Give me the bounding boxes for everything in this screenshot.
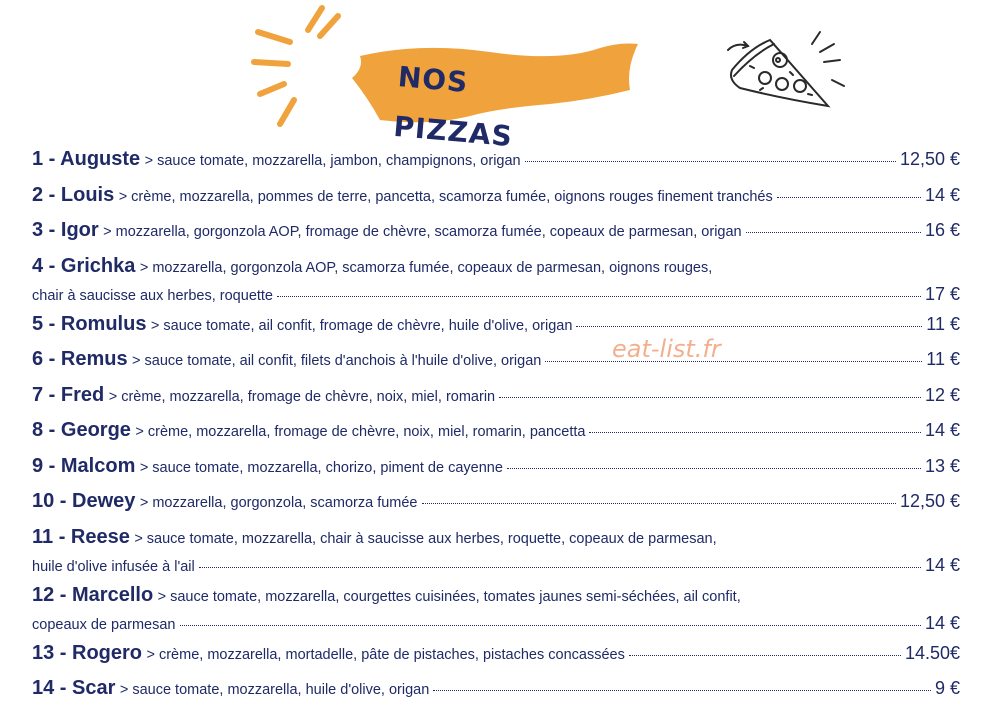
dot-leader <box>199 567 921 568</box>
dot-leader <box>777 197 921 198</box>
pizza-name: 4 - Grichka <box>32 254 136 277</box>
dot-leader <box>629 655 901 656</box>
pizza-ingredients: > crème, mozzarella, fromage de chèvre, noix, miel, romarin, pancetta <box>135 424 586 440</box>
dot-leader <box>576 326 922 327</box>
pizza-ingredients: > sauce tomate, ail confit, filets d'anchois à l'huile d'olive, origan <box>132 353 542 369</box>
pizza-ingredients: > sauce tomate, mozzarella, jambon, champignons, origan <box>144 153 521 169</box>
pizza-name: 7 - Fred <box>32 383 105 406</box>
page-title: NOS PIZZAS <box>392 60 515 154</box>
pizza-name: 9 - Malcom <box>32 454 136 477</box>
dot-leader <box>525 161 896 162</box>
pizza-ingredients: > sauce tomate, ail confit, fromage de chèvre, huile d'olive, origan <box>150 317 573 334</box>
pizza-price: 11 € <box>926 313 960 334</box>
menu-item <box>32 311 960 347</box>
pizza-name: 8 - George <box>32 419 131 441</box>
pizza-ingredients: > mozzarella, gorgonzola AOP, fromage de chèvre, scamorza fumée, copeaux de parmesan, origan <box>103 224 742 240</box>
pizza-ingredients-continued: huile d'olive infusée à l'ail <box>32 558 195 575</box>
menu-item <box>32 346 960 382</box>
pizza-name: 5 - Romulus <box>32 312 147 335</box>
pizza-price: 14 € <box>924 554 960 575</box>
menu-item <box>32 253 960 311</box>
dot-leader <box>180 625 921 626</box>
menu-item <box>32 453 960 489</box>
menu-item <box>32 675 960 711</box>
pizza-price: 17 € <box>924 283 960 304</box>
dot-leader <box>589 432 920 433</box>
pizza-price: 12 € <box>924 384 960 405</box>
menu-item <box>32 417 960 453</box>
pizza-price: 14 € <box>924 184 960 205</box>
pizza-ingredients: > crème, mozzarella, pommes de terre, pancetta, scamorza fumée, oignons rouges finement tranchés <box>118 188 773 205</box>
menu-item <box>32 582 960 640</box>
menu-header <box>0 0 989 154</box>
dot-leader <box>277 296 921 297</box>
menu-item <box>32 640 960 676</box>
pizza-menu-list <box>32 146 960 711</box>
pizza-ingredients: > sauce tomate, mozzarella, huile d'olive, origan <box>119 682 430 698</box>
pizza-ingredients: > sauce tomate, mozzarella, chair à saucisse aux herbes, roquette, copeaux de parmesan, <box>134 530 717 547</box>
pizza-price: 14.50€ <box>904 642 960 663</box>
pizza-name: 10 - Dewey <box>32 490 136 512</box>
pizza-name: 11 - Reese <box>32 525 130 548</box>
menu-item <box>32 182 960 218</box>
pizza-name: 12 - Marcello <box>32 583 154 606</box>
dot-leader <box>746 232 921 233</box>
pizza-price: 12,50 € <box>899 149 960 169</box>
pizza-ingredients: > crème, mozzarella, fromage de chèvre, noix, miel, romarin <box>108 388 496 405</box>
dot-leader <box>545 361 922 362</box>
dot-leader <box>507 468 921 469</box>
pizza-name: 6 - Remus <box>32 348 128 370</box>
pizza-price: 11 € <box>926 349 960 369</box>
menu-item <box>32 382 960 418</box>
pizza-name: 3 - Igor <box>32 219 99 241</box>
pizza-price: 14 € <box>924 612 960 633</box>
dot-leader <box>433 690 931 691</box>
pizza-name: 14 - Scar <box>32 677 116 699</box>
pizza-price: 9 € <box>934 678 960 698</box>
pizza-ingredients: > crème, mozzarella, mortadelle, pâte de pistaches, pistaches concassées <box>146 646 625 663</box>
pizza-ingredients: > mozzarella, gorgonzola AOP, scamorza fumée, copeaux de parmesan, oignons rouges, <box>139 259 713 276</box>
pizza-price: 13 € <box>924 455 960 476</box>
watermark: eat-list.fr <box>612 335 721 363</box>
sunburst-icon <box>250 2 350 132</box>
pizza-price: 14 € <box>924 420 960 440</box>
pizza-price: 12,50 € <box>899 491 960 511</box>
pizza-name: 1 - Auguste <box>32 148 141 170</box>
pizza-name: 13 - Rogero <box>32 641 143 664</box>
menu-item <box>32 524 960 582</box>
pizza-ingredients-continued: chair à saucisse aux herbes, roquette <box>32 287 273 304</box>
menu-item <box>32 488 960 524</box>
pizza-name: 2 - Louis <box>32 183 115 206</box>
menu-item <box>32 146 960 182</box>
pizza-ingredients: > sauce tomate, mozzarella, chorizo, piment de cayenne <box>139 459 503 476</box>
pizza-ingredients: > mozzarella, gorgonzola, scamorza fumée <box>139 495 418 511</box>
pizza-price: 16 € <box>924 220 960 240</box>
pizza-ingredients: > sauce tomate, mozzarella, courgettes cuisinées, tomates jaunes semi-séchées, ail confit, <box>157 588 741 605</box>
menu-item <box>32 217 960 253</box>
pizza-slice-icon <box>720 28 850 120</box>
dot-leader <box>499 397 921 398</box>
pizza-ingredients-continued: copeaux de parmesan <box>32 616 176 633</box>
dot-leader <box>422 503 896 504</box>
